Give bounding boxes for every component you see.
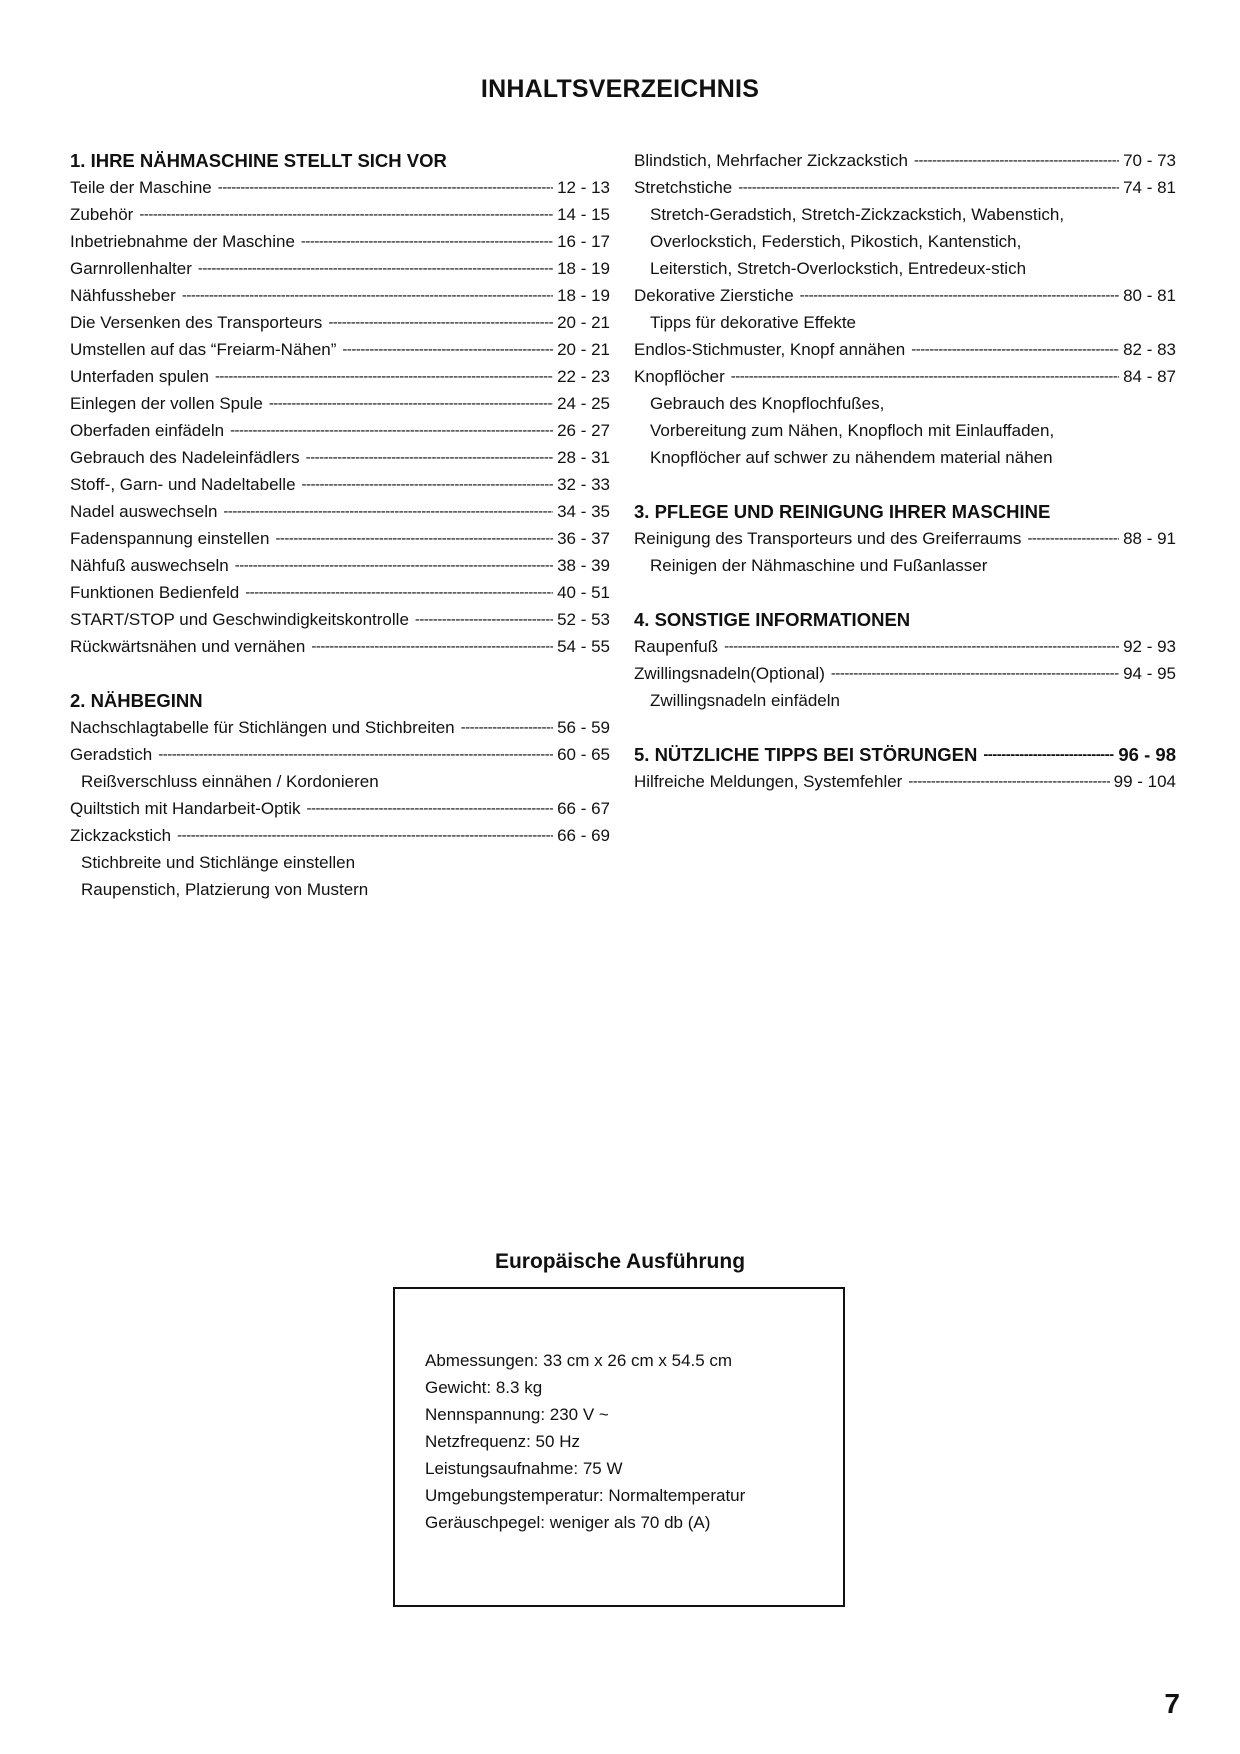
toc-subentry: Gebrauch des Knopflochfußes, <box>650 394 885 413</box>
dot-leader <box>235 552 553 579</box>
toc-entry-title: Zickzackstich <box>70 826 172 845</box>
page-title: INHALTSVERZEICHNIS <box>480 75 760 103</box>
toc-entry-title: Unterfaden spulen <box>70 367 209 386</box>
toc-entry-pages: 70 - 73 <box>1123 151 1176 170</box>
dot-leader <box>158 741 553 768</box>
toc-entry <box>70 795 610 822</box>
toc-entry-title: Garnrollenhalter <box>70 259 192 278</box>
toc-entry <box>70 417 610 444</box>
toc-entry-title: Rückwärtsnähen und vernähen <box>70 637 306 656</box>
toc-entry-pages: 32 - 33 <box>557 475 610 494</box>
toc-entry-pages: 38 - 39 <box>557 556 610 575</box>
toc-entry <box>634 282 1176 309</box>
dot-leader <box>1027 525 1119 552</box>
european-version-title: Europäische Ausführung <box>494 1250 746 1273</box>
dot-leader <box>269 390 553 417</box>
toc-entry-pages: 84 - 87 <box>1123 367 1176 386</box>
spec-item: Nennspannung: 230 V ~ <box>425 1405 609 1424</box>
toc-entry-title: Nähfussheber <box>70 286 176 305</box>
toc-entry-pages: 88 - 91 <box>1123 529 1176 548</box>
toc-entry <box>70 309 610 336</box>
toc-entry <box>70 336 610 363</box>
toc-entry <box>70 174 610 201</box>
toc-entry <box>70 390 610 417</box>
toc-entry-pages: 66 - 67 <box>557 799 610 818</box>
toc-entry-title: Zwillingsnadeln(Optional) <box>634 664 825 683</box>
dot-leader <box>415 606 553 633</box>
toc-entry-title: Dekorative Zierstiche <box>634 286 794 305</box>
toc-subentry: Knopflöcher auf schwer zu nähendem material nähen <box>650 448 1053 467</box>
section-gap <box>634 579 1176 606</box>
dot-leader <box>177 822 553 849</box>
dot-leader <box>215 363 553 390</box>
toc-entry-title: Teile der Maschine <box>70 178 212 197</box>
toc-entry-pages: 92 - 93 <box>1123 637 1176 656</box>
toc-entry-title: Fadenspannung einstellen <box>70 529 270 548</box>
toc-entry-title: Zubehör <box>70 205 134 224</box>
toc-entry-title: Blindstich, Mehrfacher Zickzackstich <box>634 151 908 170</box>
toc-entry-pages: 18 - 19 <box>557 259 610 278</box>
dot-leader <box>328 309 553 336</box>
toc-entry-pages: 14 - 15 <box>557 205 610 224</box>
dot-leader <box>911 336 1119 363</box>
toc-entry <box>70 525 610 552</box>
dot-leader <box>230 417 553 444</box>
toc-entry <box>70 363 610 390</box>
toc-entry-pages: 94 - 95 <box>1123 664 1176 683</box>
spec-item: Abmessungen: 33 cm x 26 cm x 54.5 cm <box>425 1351 733 1370</box>
dot-leader <box>983 741 1114 768</box>
dot-leader <box>738 174 1119 201</box>
toc-entry-title: Nachschlagtabelle für Stichlängen und Stichbreiten <box>70 718 455 737</box>
toc-entry-pages: 20 - 21 <box>557 340 610 359</box>
toc-entry-title: Stoff-, Garn- und Nadeltabelle <box>70 475 296 494</box>
toc-entry-pages: 12 - 13 <box>557 178 610 197</box>
toc-entry <box>70 444 610 471</box>
toc-entry-title: Funktionen Bedienfeld <box>70 583 240 602</box>
section-gap <box>634 714 1176 741</box>
toc-subentry: Vorbereitung zum Nähen, Knopfloch mit Einlauffaden, <box>650 421 1055 440</box>
toc-entry-pages: 18 - 19 <box>557 286 610 305</box>
section-gap <box>634 471 1176 498</box>
toc-entry-title: Einlegen der vollen Spule <box>70 394 263 413</box>
toc-entry-title: Umstellen auf das “Freiarm-Nähen” <box>70 340 337 359</box>
dot-leader <box>182 282 553 309</box>
toc-entry <box>70 228 610 255</box>
dot-leader <box>311 633 553 660</box>
dot-leader <box>342 336 553 363</box>
toc-subentry: Overlockstich, Federstich, Pikostich, Kantenstich, <box>650 232 1022 251</box>
spec-item: Gewicht: 8.3 kg <box>425 1378 543 1397</box>
toc-entry-title: Geradstich <box>70 745 153 764</box>
dot-leader <box>301 228 553 255</box>
dot-leader <box>724 633 1119 660</box>
toc-entry-title: Raupenfuß <box>634 637 719 656</box>
toc-entry-pages: 74 - 81 <box>1123 178 1176 197</box>
toc-entry-title: Oberfaden einfädeln <box>70 421 225 440</box>
toc-entry-pages: 80 - 81 <box>1123 286 1176 305</box>
toc-entry-title: 5. NÜTZLICHE TIPPS BEI STÖRUNGEN <box>634 744 978 765</box>
toc-entry-pages: 24 - 25 <box>557 394 610 413</box>
toc-entry <box>70 498 610 525</box>
spec-item: Netzfrequenz: 50 Hz <box>425 1432 580 1451</box>
toc-entry-title: Stretchstiche <box>634 178 733 197</box>
toc-entry <box>70 579 610 606</box>
toc-entry <box>634 633 1176 660</box>
toc-entry-title: Knopflöcher <box>634 367 725 386</box>
dot-leader <box>198 255 553 282</box>
toc-subentry: Leiterstich, Stretch-Overlockstich, Entredeux-stich <box>650 259 1027 278</box>
toc-entry <box>634 336 1176 363</box>
toc-entry <box>70 714 610 741</box>
spec-list <box>425 1347 745 1536</box>
dot-leader <box>307 795 554 822</box>
page-number: 7 <box>1164 1688 1180 1719</box>
toc-left-column <box>70 147 610 903</box>
toc-subentry: Reißverschluss einnähen / Kordonieren <box>81 772 379 791</box>
toc-entry-pages: 36 - 37 <box>557 529 610 548</box>
dot-leader <box>831 660 1119 687</box>
toc-subentry: Stichbreite und Stichlänge einstellen <box>81 853 356 872</box>
dot-leader <box>908 768 1109 795</box>
toc-entry-title: Quiltstich mit Handarbeit-Optik <box>70 799 301 818</box>
section-heading-entry <box>634 741 1176 768</box>
toc-entry-title: Nadel auswechseln <box>70 502 218 521</box>
dot-leader <box>914 147 1119 174</box>
section-heading: 3. PFLEGE UND REINIGUNG IHRER MASCHINE <box>634 501 1051 522</box>
toc-entry <box>70 606 610 633</box>
section-heading: 1. IHRE NÄHMASCHINE STELLT SICH VOR <box>70 150 447 171</box>
toc-entry-pages: 22 - 23 <box>557 367 610 386</box>
toc-entry-title: Reinigung des Transporteurs und des Greiferraums <box>634 529 1022 548</box>
toc-subentry: Raupenstich, Platzierung von Mustern <box>81 880 369 899</box>
spec-item: Umgebungstemperatur: Normaltemperatur <box>425 1486 746 1505</box>
toc-subentry: Stretch-Geradstich, Stretch-Zickzackstich, Wabenstich, <box>650 205 1065 224</box>
spec-item: Leistungsaufnahme: 75 W <box>425 1459 623 1478</box>
dot-leader <box>218 174 553 201</box>
toc-entry <box>70 552 610 579</box>
toc-entry <box>70 201 610 228</box>
toc-subentry: Tipps für dekorative Effekte <box>650 313 856 332</box>
dot-leader <box>731 363 1119 390</box>
toc-entry-pages: 60 - 65 <box>557 745 610 764</box>
dot-leader <box>139 201 553 228</box>
toc-entry-pages: 34 - 35 <box>557 502 610 521</box>
toc-entry <box>70 255 610 282</box>
toc-entry-title: Die Versenken des Transporteurs <box>70 313 323 332</box>
toc-subentry: Zwillingsnadeln einfädeln <box>650 691 840 710</box>
toc-entry-title: Endlos-Stichmuster, Knopf annähen <box>634 340 906 359</box>
toc-entry-title: START/STOP und Geschwindigkeitskontrolle <box>70 610 409 629</box>
toc-entry <box>634 768 1176 795</box>
dot-leader <box>306 444 553 471</box>
dot-leader <box>302 471 554 498</box>
toc-right-column <box>634 147 1176 795</box>
toc-entry-pages: 99 - 104 <box>1113 772 1176 791</box>
toc-entry <box>70 741 610 768</box>
toc-entry-pages: 82 - 83 <box>1123 340 1176 359</box>
toc-entry <box>634 174 1176 201</box>
toc-entry-pages: 28 - 31 <box>557 448 610 467</box>
toc-entry <box>634 525 1176 552</box>
toc-entry-pages: 66 - 69 <box>557 826 610 845</box>
spec-box <box>393 1287 845 1607</box>
toc-entry-title: Gebrauch des Nadeleinfädlers <box>70 448 300 467</box>
toc-entry-pages: 16 - 17 <box>557 232 610 251</box>
toc-entry <box>634 147 1176 174</box>
toc-entry <box>634 660 1176 687</box>
toc-entry-pages: 96 - 98 <box>1118 744 1176 765</box>
toc-subentry: Reinigen der Nähmaschine und Fußanlasser <box>650 556 988 575</box>
toc-entry <box>70 282 610 309</box>
toc-entry-pages: 26 - 27 <box>557 421 610 440</box>
toc-entry-pages: 56 - 59 <box>557 718 610 737</box>
toc-entry-title: Nähfuß auswechseln <box>70 556 229 575</box>
dot-leader <box>223 498 553 525</box>
toc-entry <box>70 822 610 849</box>
section-heading: 2. NÄHBEGINN <box>70 690 203 711</box>
section-heading: 4. SONSTIGE INFORMATIONEN <box>634 609 911 630</box>
toc-entry-title: Inbetriebnahme der Maschine <box>70 232 295 251</box>
toc-entry-pages: 20 - 21 <box>557 313 610 332</box>
dot-leader <box>275 525 553 552</box>
toc-entry <box>70 633 610 660</box>
toc-entry-pages: 52 - 53 <box>557 610 610 629</box>
toc-entry-pages: 54 - 55 <box>557 637 610 656</box>
dot-leader <box>245 579 553 606</box>
section-gap <box>70 660 610 687</box>
spec-item: Geräuschpegel: weniger als 70 db (A) <box>425 1513 711 1532</box>
dot-leader <box>800 282 1119 309</box>
toc-entry <box>634 363 1176 390</box>
toc-entry-pages: 40 - 51 <box>557 583 610 602</box>
dot-leader <box>461 714 553 741</box>
toc-entry <box>70 471 610 498</box>
toc-entry-title: Hilfreiche Meldungen, Systemfehler <box>634 772 903 791</box>
